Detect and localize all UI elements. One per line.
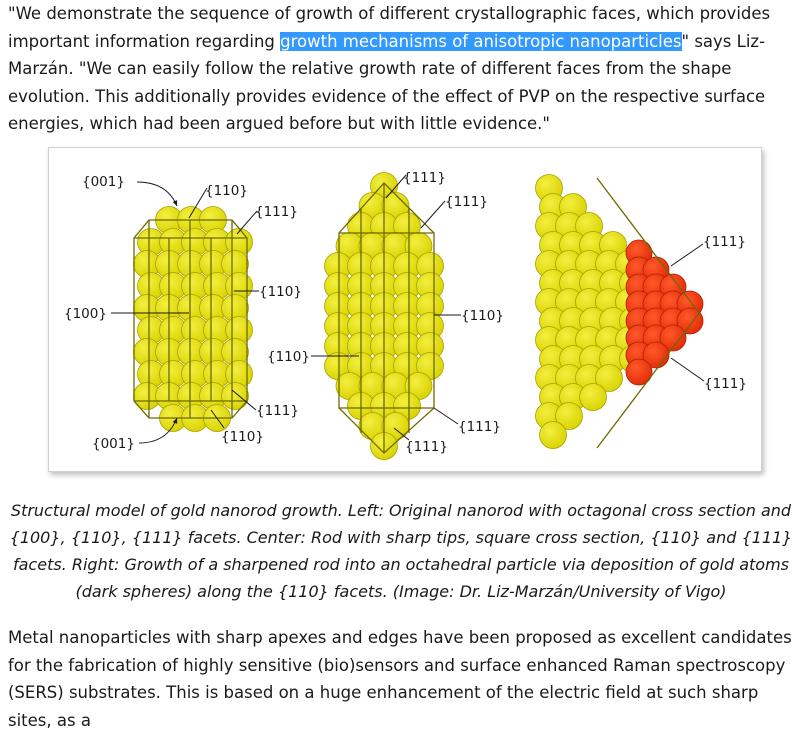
label-center-111-top: {111} <box>403 170 446 186</box>
label-left-110-mid: {110} <box>259 284 302 300</box>
figure-caption: Structural model of gold nanorod growth. Left: Original nanorod with octagonal cross section and {100}, {110}, {111} facets. Center: Rod with sharp tips, square cross section, {110} and {111} facets. Right: Growth of a sharpened rod into an octahedral particle via deposition of gold atoms (dark spheres) along the {110} facets. (Image: Dr. Liz-Marzán/University of Vigo) <box>9 501 793 601</box>
label-center-111-bottom: {111} <box>405 439 448 455</box>
label-left-001-top: {001} <box>82 174 125 190</box>
left-nanorod <box>134 207 253 432</box>
nanorod-figure <box>48 147 762 472</box>
quote-text-after: " says Liz-Marzán. "We can easily follow the relative growth rate of different faces from the shape evolution. This additionally provides evidence of the effect of PVP on the respective surface energies, which had been argued before but with little evidence." <box>8 31 766 133</box>
label-left-001-bottom: {001} <box>92 436 135 452</box>
gold-atom <box>222 383 249 410</box>
gold-atom <box>580 384 607 411</box>
quote-text-before: "We demonstrate the sequence of growth of different crystallographic faces, which provides important information regarding <box>8 4 771 51</box>
label-left-110-bottom: {110} <box>221 429 264 445</box>
label-left-111-bottom: {111} <box>256 403 299 419</box>
label-right-111-bottom: {111} <box>704 376 747 392</box>
gold-atom <box>540 422 567 449</box>
label-center-110-right: {110} <box>461 308 504 324</box>
label-center-111-bottom-right: {111} <box>458 419 501 435</box>
label-left-110-top: {110} <box>205 183 248 199</box>
label-center-110-left: {110} <box>267 349 310 365</box>
quote-paragraph <box>8 0 794 138</box>
nanorod-illustration <box>49 148 761 471</box>
highlighted-selection[interactable]: growth mechanisms of anisotropic nanoparticles <box>280 31 682 51</box>
deposited-gold-atoms <box>626 240 703 385</box>
label-left-111-top: {111} <box>255 204 298 220</box>
label-right-111-top: {111} <box>703 234 746 250</box>
label-center-111-right: {111} <box>445 194 488 210</box>
body-paragraph: Metal nanoparticles with sharp apexes and edges have been proposed as excellent candidates for the fabrication of highly sensitive (bio)sensors and surface enhanced Raman spectroscopy (SERS) substrates. This is based on a huge enhancement of the electric field at such sharp sites, as a <box>8 628 792 730</box>
label-left-100: {100} <box>64 306 107 322</box>
